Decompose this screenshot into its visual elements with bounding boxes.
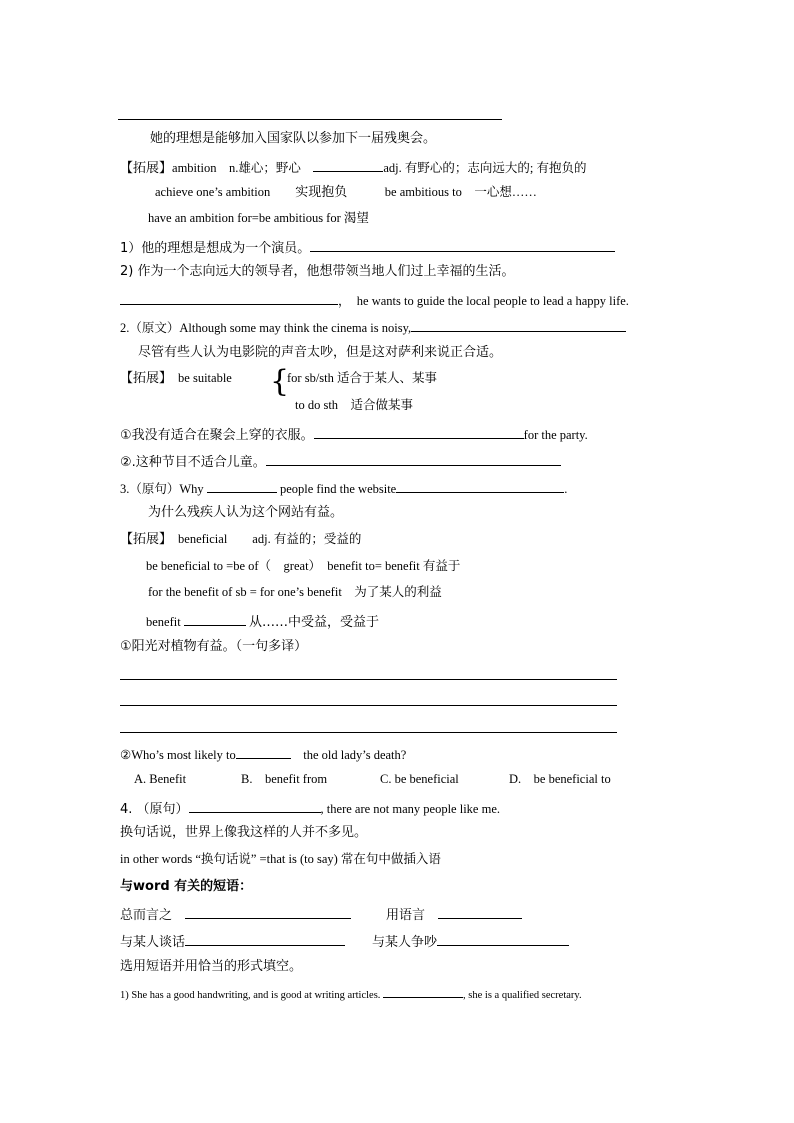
exercise-2-prompt: 2) 作为一个志向远大的领导者，他想带领当地人们过上幸福的生活。: [120, 264, 515, 279]
beneficial-definition: beneficial adj. 有益的；受益的: [178, 532, 362, 546]
in-words-label: 用语言: [386, 908, 426, 923]
original-4-text: , there are not many people like me.: [320, 802, 500, 816]
fill-exercise-1-end: , she is a qualified secretary.: [463, 990, 582, 1001]
have-words-row: [372, 933, 569, 949]
original-4-translation: 换句话说，世界上像我这样的人并不多见。: [120, 825, 368, 840]
ambition-definition: ambition n.雄心；野心: [172, 161, 301, 175]
phrase-achieve-ambition-zh: 实现抱负: [295, 185, 348, 200]
in-other-words-note: in other words “换句话说” =that is (to say) 常在句中做插入语: [120, 852, 441, 866]
exercise-suitable-1: [120, 426, 588, 442]
original-4-blank[interactable]: [189, 800, 321, 813]
option-c[interactable]: C. be beneficial: [380, 772, 459, 786]
sentence-zh-paralympics: 她的理想是能够加入国家队以参加下一届残奥会。: [150, 131, 437, 146]
fill-exercise-1: [120, 988, 582, 1002]
expand-tag: 【拓展】: [120, 532, 166, 547]
fill-exercise-1-start: 1) She has a good handwriting, and is good at writing articles.: [120, 990, 381, 1001]
exercise-suitable-2-prompt: ②.这种节目不适合儿童。: [120, 455, 266, 470]
have-a-word-row: [120, 933, 345, 949]
beneficial-to-line: be beneficial to =be of（ great） benefit to= benefit 有益于: [146, 559, 461, 573]
original-2-translation: 尽管有些人认为电影院的声音太吵，但是这对萨利来说正合适。: [138, 345, 503, 360]
beneficial-line: [120, 533, 361, 546]
in-words-blank[interactable]: [438, 906, 522, 919]
option-b[interactable]: B. benefit from: [241, 772, 328, 786]
option-a[interactable]: A. Benefit: [134, 772, 187, 786]
expand-tag: 【拓展】: [120, 371, 166, 386]
exercise-1-blank[interactable]: [310, 239, 615, 252]
option-d[interactable]: D. be beneficial to: [509, 772, 611, 786]
answer-line-3[interactable]: [120, 732, 617, 733]
word-phrases-heading: 与word 有关的短语：: [120, 879, 253, 894]
exercise-suitable-1-prompt: ①我没有适合在聚会上穿的衣服。: [120, 428, 314, 443]
ambition-line: [120, 159, 586, 175]
question-death-line: [120, 746, 406, 762]
exercise-suitable-1-tail: for the party.: [523, 428, 588, 442]
exercise-suitable-2-blank[interactable]: [266, 453, 561, 466]
original-3-why: 3.（原句）Why: [120, 482, 204, 496]
original-3-blank-2[interactable]: [396, 480, 564, 493]
have-words-label: 与某人争吵: [372, 935, 438, 950]
original-2-blank[interactable]: [411, 319, 626, 332]
benefit-from-zh: 从……中受益，受益于: [248, 615, 379, 630]
have-a-word-label: 与某人谈话: [120, 935, 186, 950]
original-3-mid: people find the website: [279, 482, 397, 496]
question-death-blank[interactable]: [236, 746, 291, 759]
original-4-label: 4. （原句）: [120, 802, 189, 817]
exercise-2-tail: he wants to guide the local people to lead a happy life.: [356, 294, 629, 308]
original-4-line: [120, 800, 500, 816]
in-a-word-label: 总而言之: [120, 908, 173, 923]
in-a-word-row: [120, 906, 351, 922]
expand-tag: 【拓展】: [120, 161, 173, 176]
benefit-blank[interactable]: [184, 613, 246, 626]
benefit-word: benefit: [146, 615, 181, 629]
ambitious-blank[interactable]: [313, 159, 383, 172]
phrase-achieve-ambition: achieve one’s ambition: [155, 185, 271, 199]
fill-exercise-1-blank[interactable]: [383, 988, 463, 998]
in-words-row: [386, 906, 522, 922]
exercise-2-comma: ，: [338, 294, 345, 308]
in-a-word-blank[interactable]: [185, 906, 351, 919]
original-3-translation: 为什么残疾人认为这个网站有益。: [148, 505, 344, 520]
answer-line-1[interactable]: [120, 679, 617, 680]
original-2-line: [120, 319, 626, 335]
brace-icon: {: [270, 364, 290, 399]
answer-line-2[interactable]: [120, 705, 617, 706]
for-benefit-line: for the benefit of sb = for one’s benefit 为了某人的利益: [148, 585, 442, 599]
exercise-1-actor: [120, 239, 615, 255]
suitable-line: [120, 372, 232, 385]
question-death-end: the old lady’s death?: [303, 748, 407, 762]
exercise-1-prompt: 1）他的理想是想成为一个演员。: [120, 241, 311, 256]
question-death-start: ②Who’s most likely to: [120, 748, 236, 762]
original-3-blank-1[interactable]: [207, 480, 277, 493]
top-rule: [118, 119, 502, 120]
suitable-for: for sb/sth 适合于某人、某事: [287, 371, 438, 385]
ambitious-definition: adj. 有野心的；志向远大的; 有抱负的: [383, 161, 587, 175]
fill-instruction: 选用短语并用恰当的形式填空。: [120, 959, 303, 974]
be-suitable: be suitable: [178, 371, 232, 385]
original-2-text: 2.（原文）Although some may think the cinema is noisy,: [120, 321, 412, 335]
benefit-from-line: [146, 613, 379, 629]
achieve-ambition-line: [155, 186, 537, 199]
original-3-period: .: [564, 482, 568, 496]
have-ambition-line: have an ambition for=be ambitious for 渴望: [148, 211, 369, 225]
original-3-line: [120, 480, 567, 496]
exercise-sunshine-prompt: ①阳光对植物有益。（一句多译）: [120, 639, 308, 654]
exercise-suitable-2: [120, 453, 561, 469]
exercise-2-blank[interactable]: [120, 292, 338, 305]
have-words-blank[interactable]: [437, 933, 569, 946]
suitable-to-do: to do sth 适合做某事: [295, 398, 414, 412]
phrase-be-ambitious-to: be ambitious to 一心想……: [384, 185, 537, 199]
exercise-2-answer-line: [120, 292, 629, 308]
exercise-suitable-1-blank[interactable]: [314, 426, 524, 439]
have-a-word-blank[interactable]: [185, 933, 345, 946]
